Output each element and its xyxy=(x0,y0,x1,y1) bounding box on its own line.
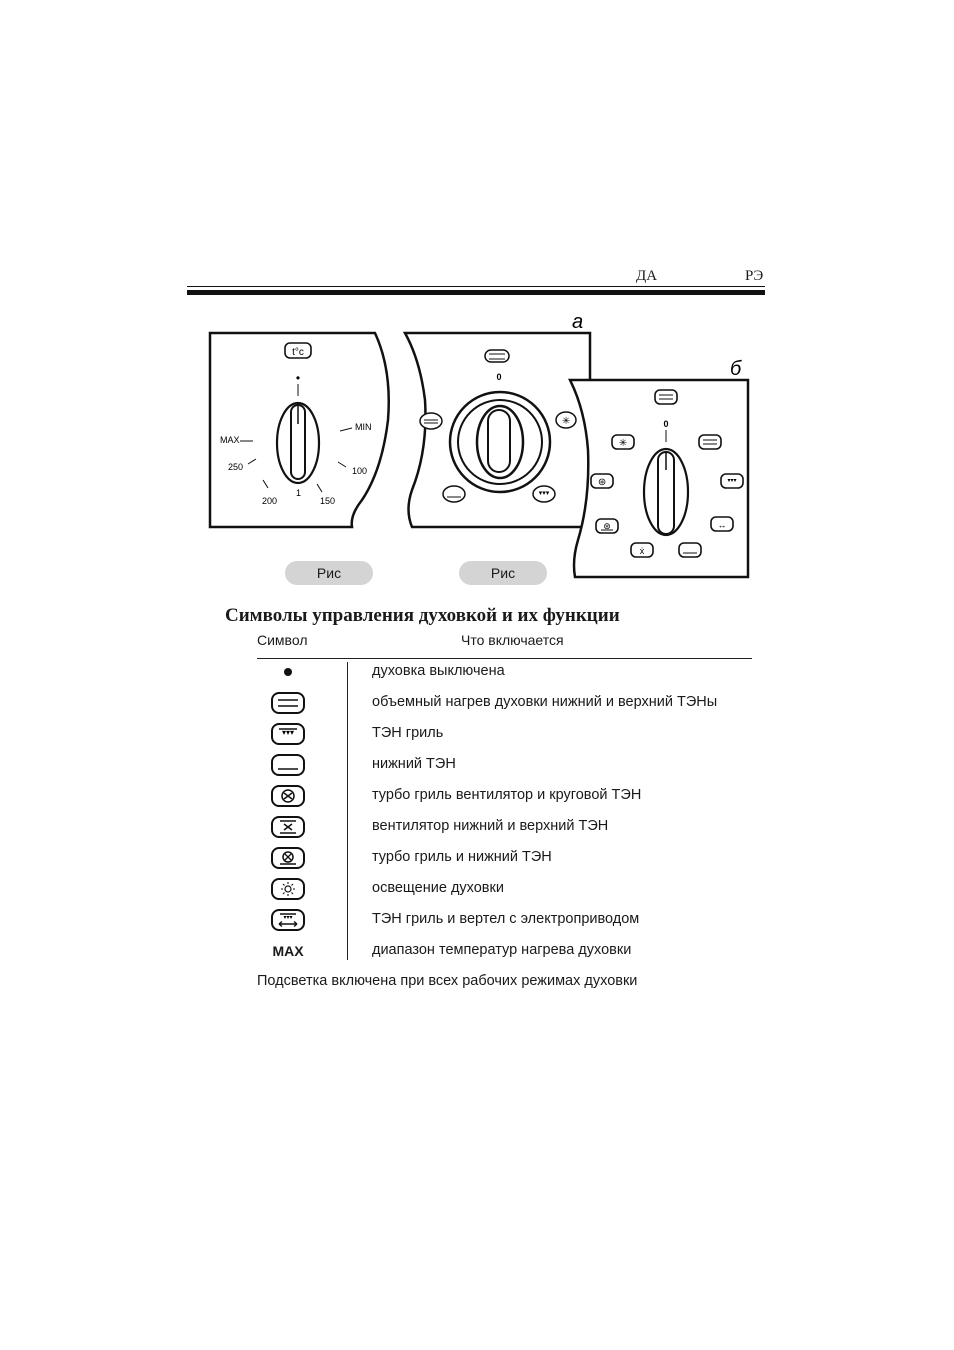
temp-100-label: 100 xyxy=(352,466,368,476)
svg-text:✳: ✳ xyxy=(561,416,571,427)
row-text: духовка выключена xyxy=(372,663,505,679)
lamp-icon xyxy=(612,435,634,449)
column-header-function: Что включается xyxy=(461,632,564,648)
header-rule-thick xyxy=(187,290,765,295)
temp-250-label: 250 xyxy=(228,462,244,472)
lamp-icon xyxy=(556,412,576,428)
table-row xyxy=(257,688,752,718)
lamp-icon xyxy=(270,877,306,901)
figure-caption-2: Рис xyxy=(459,561,547,585)
table-row xyxy=(257,812,752,842)
temp-off-mark: • xyxy=(295,371,301,385)
table-row xyxy=(257,750,752,780)
svg-text:✳: ✳ xyxy=(618,438,628,449)
grill-icon xyxy=(270,722,306,746)
table-row xyxy=(257,843,752,873)
mode-knob-b[interactable] xyxy=(644,449,688,535)
section-title: Символы управления духовкой и их функции xyxy=(225,605,620,626)
row-text: ТЭН гриль xyxy=(372,725,444,741)
temperature-panel xyxy=(210,333,389,527)
zero-label-a: 0 xyxy=(496,372,502,382)
panel-a-label: а xyxy=(572,311,584,333)
turbo-grill-bottom-icon xyxy=(270,846,306,870)
grill-spit-icon xyxy=(711,517,733,531)
table-row xyxy=(257,905,752,935)
top-bottom-heat-icon xyxy=(485,350,509,362)
grill-spit-icon xyxy=(270,908,306,932)
svg-text:ẋ: ẋ xyxy=(639,546,645,556)
row-text: вентилятор нижний и верхний ТЭН xyxy=(372,818,609,834)
svg-text:t°c: t°c xyxy=(292,347,304,358)
figure-caption-1: Рис xyxy=(285,561,373,585)
row-text: объемный нагрев духовки нижний и верхний ТЭНы xyxy=(372,694,718,710)
turbo-grill-icon xyxy=(591,474,613,488)
header-left: ДА xyxy=(636,268,658,284)
bottom-heat-icon xyxy=(443,486,465,502)
max-label: MAX xyxy=(272,943,304,959)
grill-icon xyxy=(721,474,743,488)
top-bottom-heat-icon xyxy=(655,390,677,404)
svg-text:⊛: ⊛ xyxy=(597,477,607,488)
thermometer-icon xyxy=(285,343,311,358)
row-text: освещение духовки xyxy=(372,880,504,896)
table-row xyxy=(257,874,752,904)
footer-note: Подсветка включена при всех рабочих режимах духовки xyxy=(257,973,638,989)
header-rule-thin xyxy=(187,286,765,287)
row-text: турбо гриль и нижний ТЭН xyxy=(372,849,552,865)
svg-text:↔: ↔ xyxy=(717,520,727,530)
svg-text:▾▾▾: ▾▾▾ xyxy=(283,915,293,921)
fan-top-bottom-icon xyxy=(270,815,306,839)
svg-text:▾▾▾: ▾▾▾ xyxy=(538,490,550,497)
fan-top-bottom-icon xyxy=(631,543,653,557)
header-right: РЭ xyxy=(745,268,764,284)
row-text: диапазон температур нагрева духовки xyxy=(372,942,632,958)
temp-min-label: MIN xyxy=(355,422,372,432)
row-text: нижний ТЭН xyxy=(372,756,456,772)
row-text: турбо гриль вентилятор и круговой ТЭН xyxy=(372,787,642,803)
grill-icon xyxy=(533,486,555,502)
row-text: ТЭН гриль и вертел с электроприводом xyxy=(372,911,640,927)
mode-panel-b xyxy=(570,358,748,577)
svg-text:▾▾▾: ▾▾▾ xyxy=(281,728,295,737)
temp-1-label: 1 xyxy=(296,488,302,498)
column-header-symbol: Символ xyxy=(257,632,308,648)
svg-text:▾▾▾: ▾▾▾ xyxy=(727,478,737,484)
bottom-heat-icon xyxy=(679,543,701,557)
top-bottom-heat-icon xyxy=(699,435,721,449)
turbo-grill-bottom-icon xyxy=(596,519,618,533)
zero-label-b: 0 xyxy=(663,419,669,429)
bottom-heat-icon xyxy=(270,753,306,777)
temperature-knob[interactable] xyxy=(277,403,319,483)
turbo-grill-icon xyxy=(270,784,306,808)
oven-control-figure xyxy=(200,300,760,600)
mode-knob-a[interactable] xyxy=(450,392,550,492)
table-row xyxy=(257,657,752,687)
mode-panel-a xyxy=(405,311,590,527)
top-bottom-heat-icon xyxy=(420,413,442,429)
table-row xyxy=(257,719,752,749)
svg-text:⊛: ⊛ xyxy=(603,521,611,531)
temp-150-label: 150 xyxy=(320,496,336,506)
table-row xyxy=(257,936,752,966)
table-row xyxy=(257,781,752,811)
dot-icon xyxy=(283,667,293,677)
temp-max-label: MAX xyxy=(220,435,240,445)
temp-200-label: 200 xyxy=(262,496,278,506)
top-bottom-heat-icon xyxy=(270,691,306,715)
panel-b-label: б xyxy=(730,358,742,380)
